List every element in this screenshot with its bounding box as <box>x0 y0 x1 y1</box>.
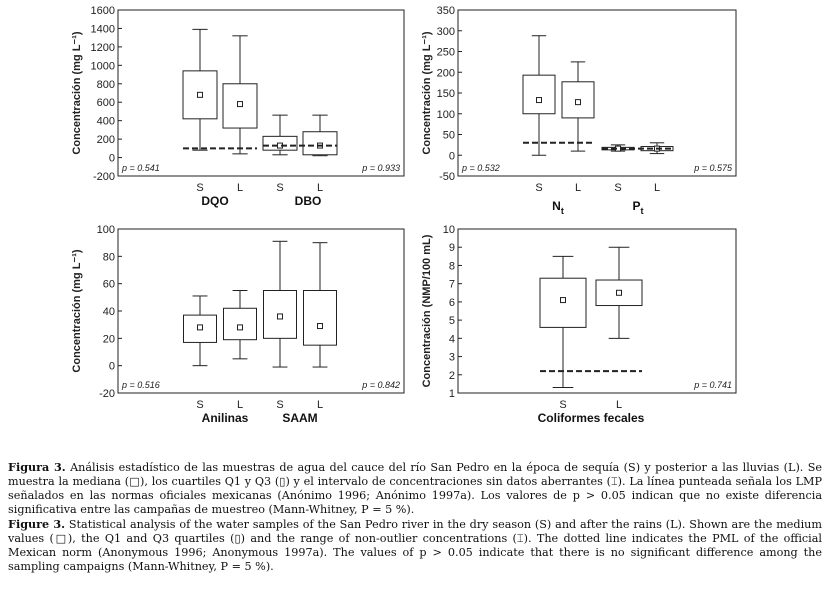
y-tick-label: 200 <box>436 67 455 80</box>
y-tick-label: 150 <box>436 88 455 100</box>
y-tick-label: 60 <box>102 278 115 291</box>
y-tick-label: 0 <box>108 360 115 373</box>
y-tick-label: -50 <box>439 171 455 183</box>
p-value-label: p = 0.532 <box>462 163 500 173</box>
chart-panel-2 <box>421 5 736 216</box>
p-value-label: p = 0.575 <box>694 163 732 173</box>
y-tick-label: 300 <box>436 25 455 38</box>
group-label: DBO <box>294 194 322 208</box>
y-tick-label: 5 <box>448 315 455 328</box>
y-tick-label: 600 <box>96 97 115 110</box>
y-tick-label: 7 <box>448 278 455 291</box>
caption-spanish-text: Análisis estadístico de las muestras de agua del cauce del río San Pedro en la época de sequía (S) y posterior a las lluvias (L). Se muestra la mediana (□), los cuartiles Q1 y Q3 (▯) y el intervalo de concentraciones sin datos aberrantes (⌶). La línea punteada señala los LMP señalados en las normas oficiales mexicanas (Anónimo 1996; Anónimo 1997a). Los valores de p > 0.05 indican que no existe diferencia significativa entre las campañas de muestreo (Mann-Whitney, P = 5 %). <box>8 461 823 516</box>
group-label-subscript: t <box>560 206 564 216</box>
quartile-box <box>523 75 555 114</box>
median-marker <box>278 314 283 319</box>
p-value-label: p = 0.842 <box>362 380 400 390</box>
x-tick-label: S <box>276 182 284 194</box>
x-tick-label: S <box>276 399 284 411</box>
median-marker <box>561 298 566 303</box>
y-tick-label: 1600 <box>90 5 115 17</box>
y-tick-label: 0 <box>108 152 115 165</box>
y-tick-label: 1000 <box>90 60 115 73</box>
caption-english <box>8 517 822 574</box>
group-label-subscript: t <box>640 206 644 216</box>
group-label: Anilinas <box>201 411 249 425</box>
y-tick-label: 80 <box>102 251 115 264</box>
y-tick-label: 9 <box>448 242 455 255</box>
y-tick-label: -20 <box>99 388 115 400</box>
p-value-label: p = 0.516 <box>122 380 160 390</box>
x-tick-label: S <box>196 182 204 194</box>
x-tick-label: S <box>535 182 543 194</box>
y-tick-label: 8 <box>448 260 455 273</box>
x-tick-label: L <box>316 399 324 411</box>
y-tick-label: 10 <box>442 224 455 236</box>
quartile-box <box>304 291 337 346</box>
y-tick-label: 350 <box>436 5 455 17</box>
group-label: DQO <box>201 194 229 208</box>
plot-frame <box>118 10 404 176</box>
y-axis-label: Concentración (mg L⁻¹) <box>71 31 83 155</box>
y-tick-label: 100 <box>436 108 455 121</box>
y-tick-label: 40 <box>102 306 115 318</box>
y-tick-label: 1200 <box>90 41 115 54</box>
y-tick-label: 200 <box>96 134 115 147</box>
caption-spanish-label: Figura 3. <box>8 460 66 474</box>
y-tick-label: 6 <box>448 296 455 309</box>
x-tick-label: S <box>614 182 622 194</box>
median-marker <box>198 92 203 97</box>
median-marker <box>198 325 203 330</box>
y-tick-label: 2 <box>448 369 455 382</box>
y-axis-label: Concentración (mg L⁻¹) <box>71 249 83 373</box>
figure-caption <box>8 460 822 574</box>
median-marker <box>617 290 622 295</box>
x-tick-label: L <box>653 182 661 194</box>
y-tick-label: 400 <box>96 115 115 128</box>
median-marker <box>318 324 323 329</box>
plot-frame <box>118 229 404 393</box>
median-marker <box>238 102 243 107</box>
p-value-label: p = 0.541 <box>122 163 160 173</box>
x-tick-label: L <box>316 182 324 194</box>
y-tick-label: -200 <box>92 171 115 183</box>
p-value-label: p = 0.933 <box>362 163 400 173</box>
group-label: $N_t$ <box>552 199 564 216</box>
y-tick-label: 3 <box>448 351 455 364</box>
x-tick-label: S <box>196 399 204 411</box>
median-marker <box>537 98 542 103</box>
caption-english-label: Figure 3. <box>8 517 66 531</box>
x-tick-label: L <box>236 399 244 411</box>
plot-frame <box>458 229 736 393</box>
y-tick-label: 100 <box>96 224 115 236</box>
median-marker <box>576 100 581 105</box>
group-label: Coliformes fecales <box>537 411 645 425</box>
chart-panel-4 <box>421 224 736 425</box>
caption-english-text: Statistical analysis of the water samples of the San Pedro river in the dry season (S) and after the rains (L). Shown are the medium values (□), the Q1 and Q3 quartiles (▯) and the range of non-outlier concentrations (⌶). The dotted line indicates the PML of the official Mexican norm (Anonymous 1996; Anonymous 1997a). The values of p > 0.05 indicate that there is no significant difference among the sampling campaigns (Mann-Whitney, P = 5 %). <box>8 518 822 573</box>
y-tick-label: 20 <box>102 333 115 346</box>
median-marker <box>238 325 243 330</box>
plot-frame <box>458 10 736 176</box>
x-tick-label: S <box>559 399 567 411</box>
y-tick-label: 50 <box>442 129 455 142</box>
chart-panel-1 <box>71 5 404 208</box>
x-tick-label: L <box>236 182 244 194</box>
p-value-label: p = 0.741 <box>694 380 732 390</box>
caption-spanish <box>8 460 822 517</box>
y-tick-label: 800 <box>96 78 115 91</box>
y-tick-label: 250 <box>436 46 455 59</box>
y-axis-label: Concentración (NMP/100 mL) <box>421 234 433 388</box>
y-tick-label: 1 <box>448 388 455 400</box>
y-tick-label: 1400 <box>90 23 115 36</box>
group-label: SAAM <box>282 411 318 425</box>
y-tick-label: 4 <box>448 333 455 346</box>
x-tick-label: L <box>615 399 623 411</box>
chart-panel-3 <box>71 224 404 425</box>
quartile-box <box>224 308 257 339</box>
y-tick-label: 0 <box>448 150 455 163</box>
x-tick-label: L <box>574 182 582 194</box>
y-axis-label: Concentración (mg L⁻¹) <box>421 31 433 155</box>
group-label: $P_t$ <box>632 199 644 216</box>
